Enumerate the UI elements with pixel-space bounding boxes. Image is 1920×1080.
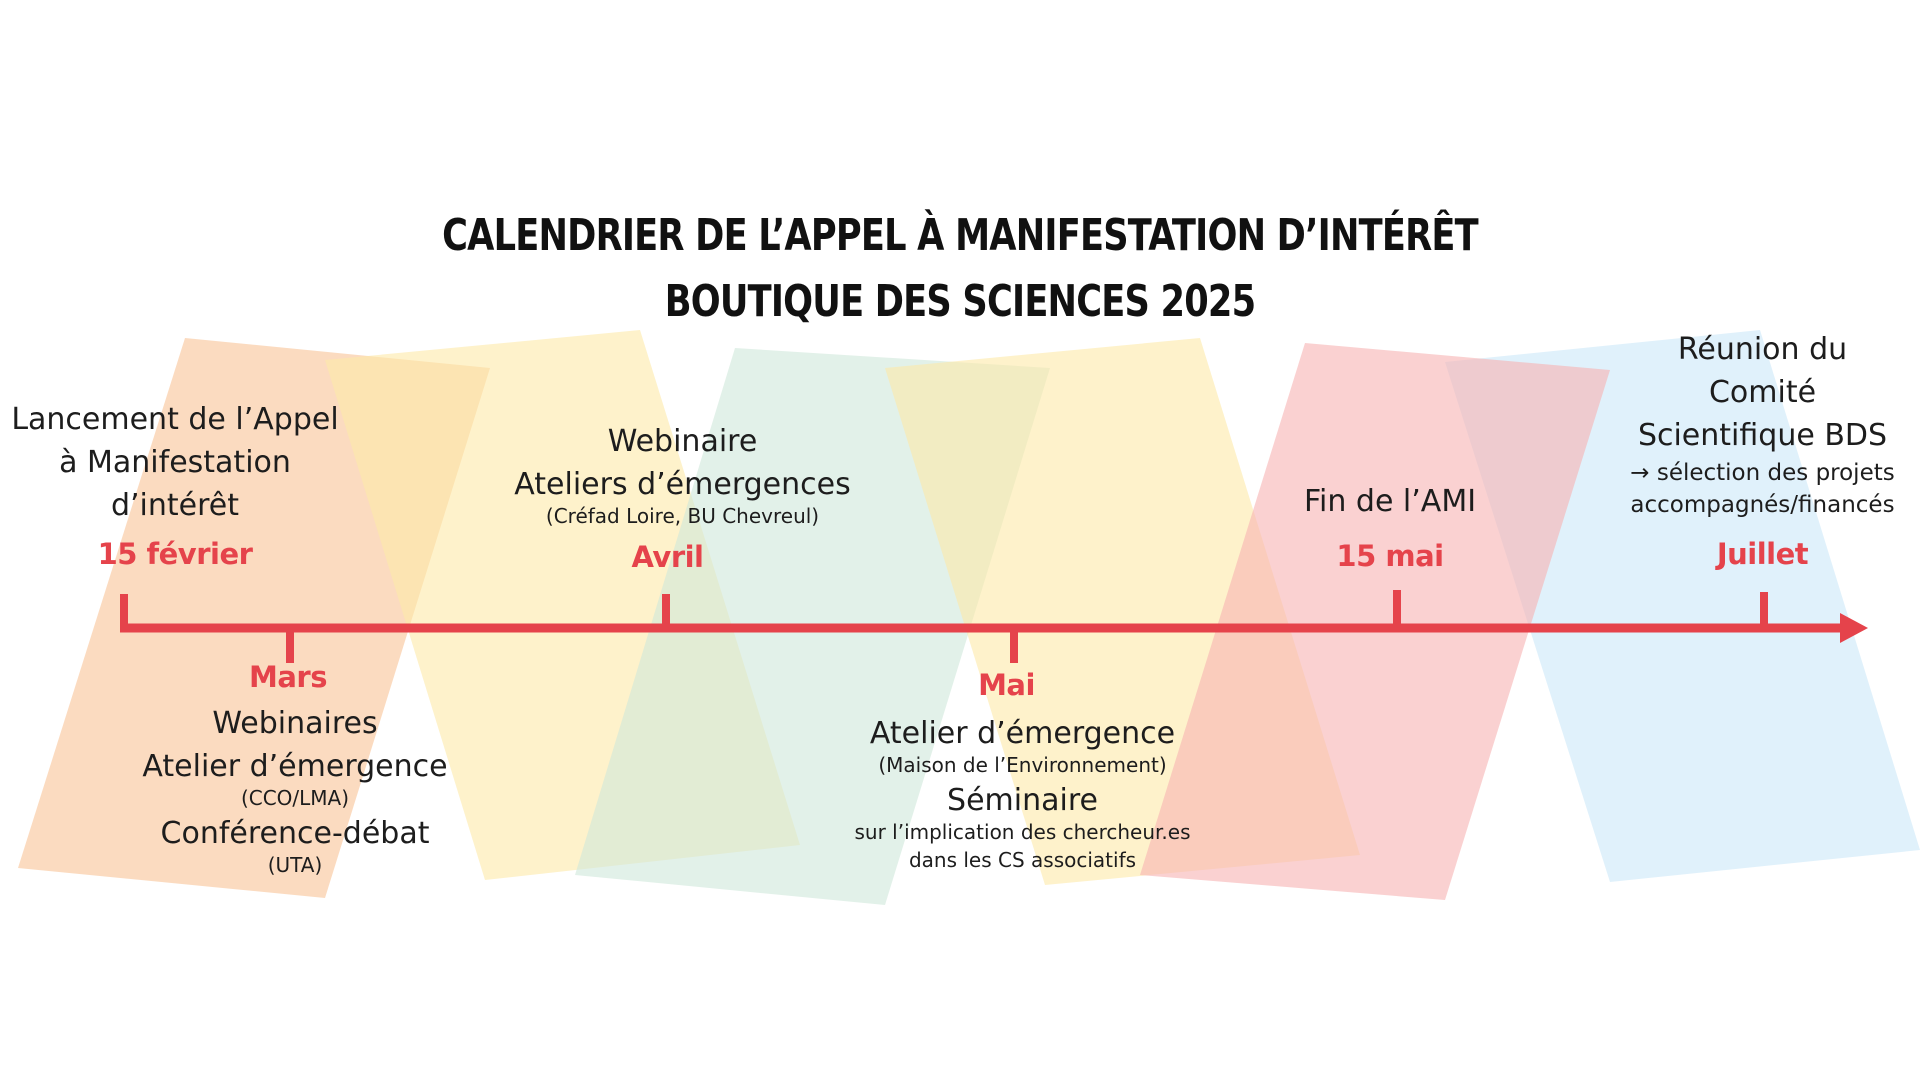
launch-line-3: d’intérêt <box>110 488 240 523</box>
march-note-2: (UTA) <box>267 853 323 877</box>
event-end <box>1240 480 1540 573</box>
april-line-2: Ateliers d’émergences <box>514 467 851 502</box>
july-line-1: Réunion du <box>1677 332 1848 367</box>
title-line-2: BOUTIQUE DES SCIENCES 2025 <box>664 276 1256 327</box>
end-line-1: Fin de l’AMI <box>1303 484 1477 519</box>
event-july <box>1600 328 1920 571</box>
may-note-3: dans les CS associatifs <box>908 848 1137 872</box>
may-note-1: (Maison de l’Environnement) <box>878 753 1167 777</box>
event-launch <box>0 398 350 571</box>
march-note-1: (CCO/LMA) <box>240 786 350 810</box>
july-sub-1: → sélection des projets <box>1630 460 1895 486</box>
title-line-1: CALENDRIER DE L’APPEL À MANIFESTATION D’INTÉRÊT <box>442 210 1478 261</box>
april-line-1: Webinaire <box>607 424 758 459</box>
may-note-2: sur l’implication des chercheur.es <box>854 820 1191 844</box>
may-line-2: Séminaire <box>947 783 1098 818</box>
launch-line-2: à Manifestation <box>59 445 291 480</box>
march-line-3: Conférence-débat <box>160 816 430 851</box>
may-date: Mai <box>978 668 1035 702</box>
july-line-2: Comité <box>1708 375 1817 410</box>
april-date: Avril <box>631 540 704 574</box>
may-line-1: Atelier d’émergence <box>869 716 1176 751</box>
event-march <box>120 660 470 879</box>
axis-arrowhead <box>1840 613 1868 643</box>
launch-line-1: Lancement de l’Appel <box>11 402 339 437</box>
event-april <box>500 420 865 574</box>
july-sub-2: accompagnés/financés <box>1630 492 1895 518</box>
end-date: 15 mai <box>1336 539 1444 573</box>
july-date: Juillet <box>1716 537 1809 571</box>
march-line-2: Atelier d’émergence <box>142 749 448 784</box>
event-may <box>830 668 1215 874</box>
july-line-3: Scientifique BDS <box>1637 418 1888 453</box>
april-note: (Créfad Loire, BU Chevreul) <box>545 504 820 528</box>
march-line-1: Webinaires <box>212 706 378 741</box>
march-date: Mars <box>249 660 327 694</box>
launch-date: 15 février <box>97 537 253 571</box>
